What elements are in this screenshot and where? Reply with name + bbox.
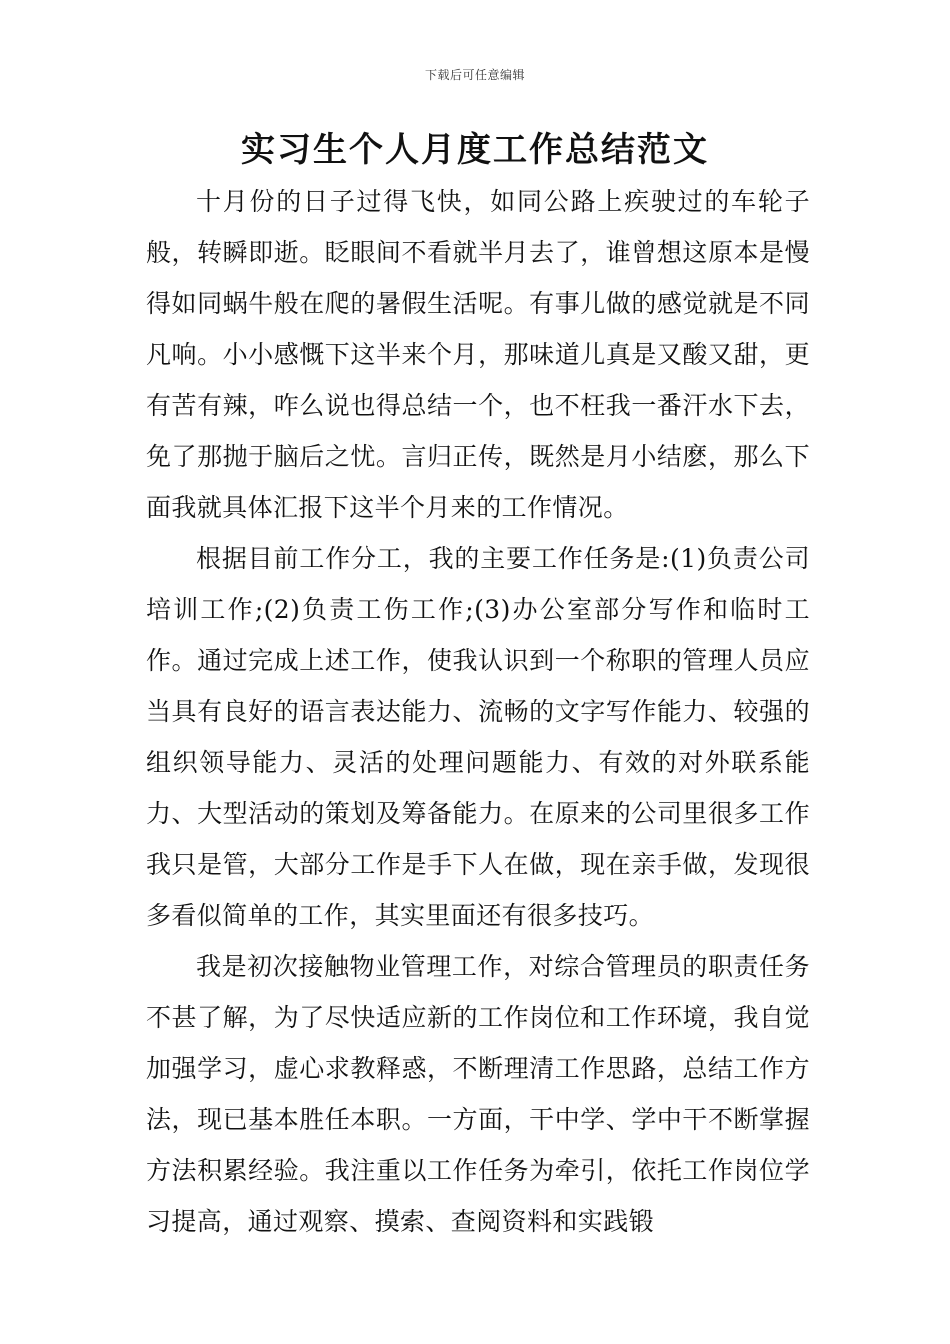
paragraph-3: 我是初次接触物业管理工作，对综合管理员的职责任务不甚了解，为了尽快适应新的工作岗位和工作环境，我自觉加强学习，虚心求教释惑，不断理清工作思路，总结工作方法，现已基本胜任本职。一方面，干中学、学中干不断掌握方法积累经验。我注重以工作任务为牵引，依托工作岗位学习提高，通过观察、摸索、查阅资料和实践锻 [146,952,810,1236]
paragraph-2: 根据目前工作分工，我的主要工作任务是:(1)负责公司培训工作;(2)负责工伤工作;(3)办公室部分写作和临时工作。通过完成上述工作，使我认识到一个称职的管理人员应当具有良好的语言表达能力、流畅的文字写作能力、较强的组织领导能力、灵活的处理问题能力、有效的对外联系能力、大型活动的策划及筹备能力。在原来的公司里很多工作我只是管，大部分工作是手下人在做，现在亲手做，发现很多看似简单的工作，其实里面还有很多技巧。 [146,544,810,930]
document-title: 实习生个人月度工作总结范文 [241,130,709,170]
paragraph-1: 十月份的日子过得飞快，如同公路上疾驶过的车轮子般，转瞬即逝。眨眼间不看就半月去了，谁曾想这原本是慢得如同蜗牛般在爬的暑假生活呢。有事儿做的感觉就是不同凡响。小小感慨下这半来个月，那味道儿真是又酸又甜，更有苦有辣，咋么说也得总结一个，也不枉我一番汗水下去，免了那抛于脑后之忧。言归正传，既然是月小结麽，那么下面我就具体汇报下这半个月来的工作情况。 [146,187,810,522]
document-body [146,176,810,1247]
header-note: 下载后可任意编辑 [424,68,525,82]
